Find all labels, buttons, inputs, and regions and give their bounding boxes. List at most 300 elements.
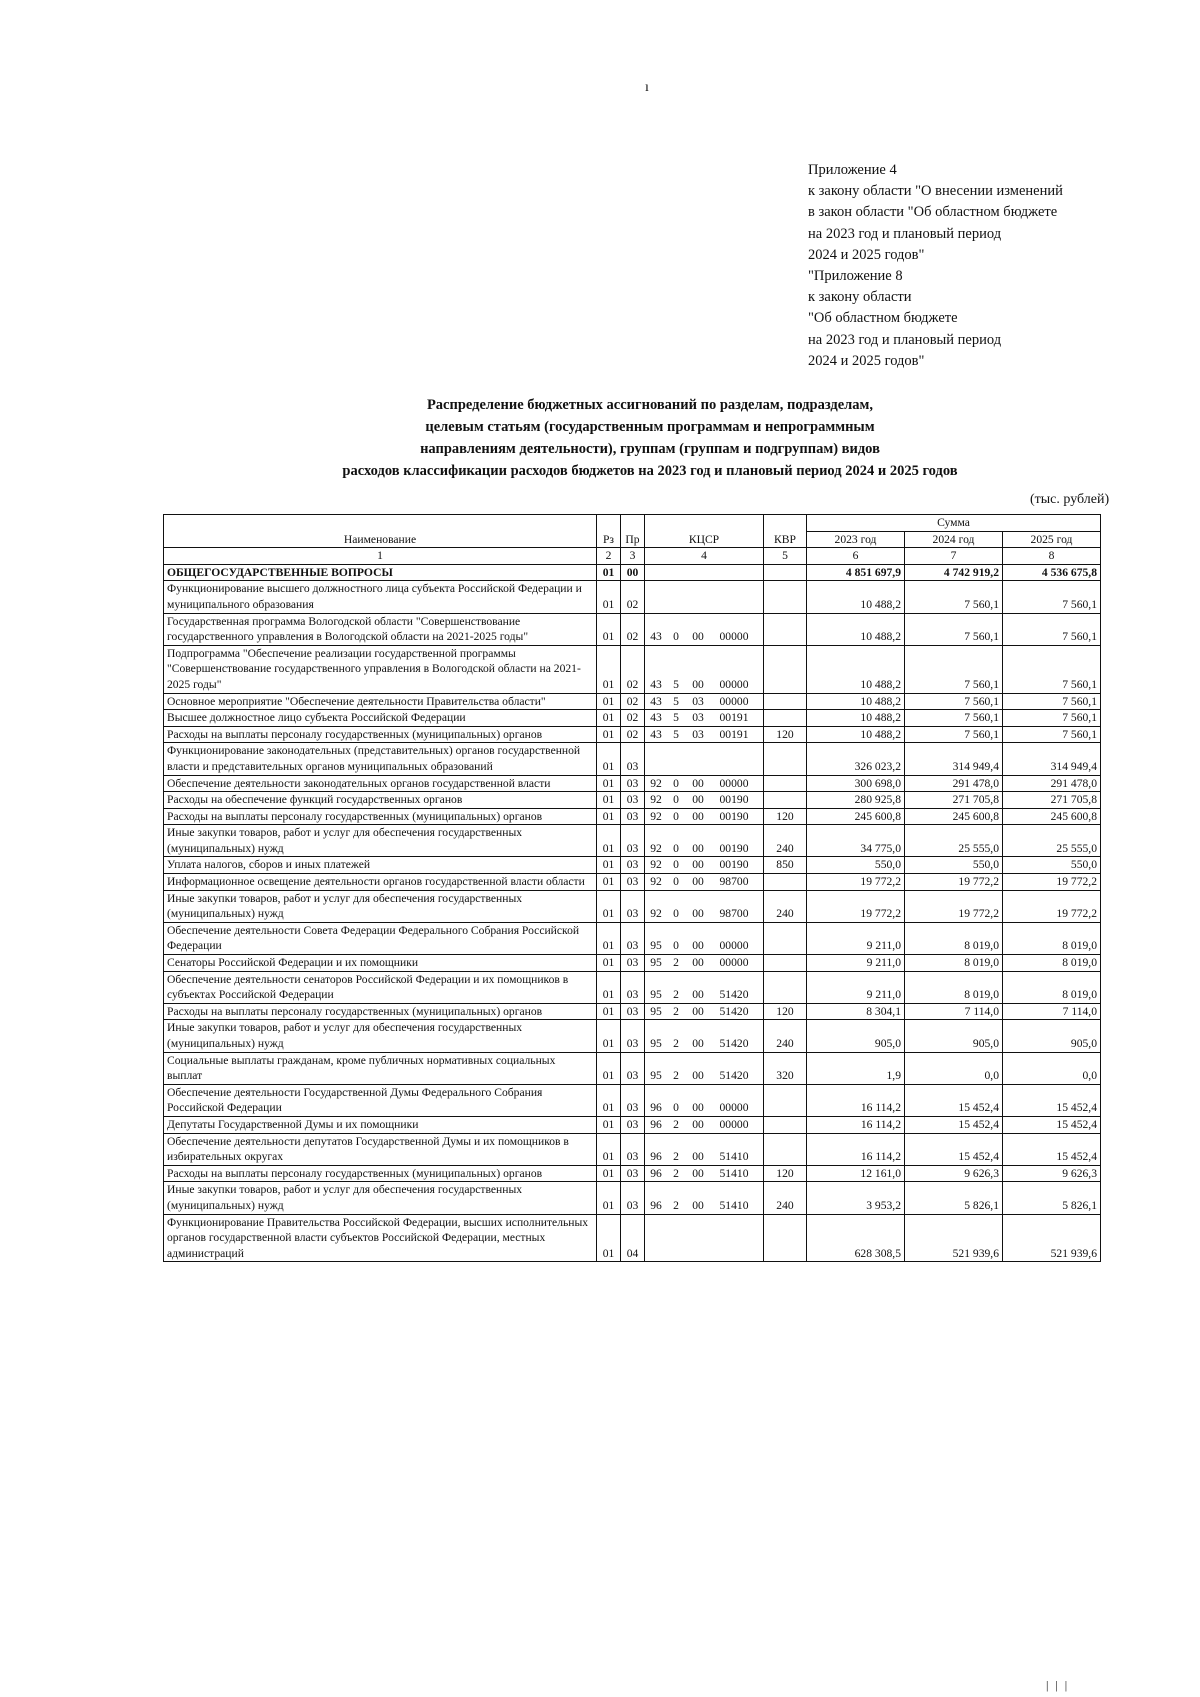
kcsr-part: 00 [692,1166,704,1180]
row-rz-cell: 01 [597,792,621,809]
row-kcsr-cell [645,726,764,743]
kcsr-part: 03 [692,711,704,725]
kcsr-part: 0 [673,776,679,790]
row-sum-2024-cell: 25 555,0 [905,825,1003,857]
row-pr-cell: 03 [621,874,645,891]
row-pr-cell: 02 [621,581,645,613]
row-sum-2024-cell: 314 949,4 [905,743,1003,775]
row-sum-2023-cell: 9 211,0 [807,955,905,972]
kcsr-part: 00000 [719,939,749,953]
row-pr-cell: 03 [621,792,645,809]
row-sum-2024-cell: 8 019,0 [905,971,1003,1003]
row-kcsr-cell [645,1165,764,1182]
kcsr-part: 51420 [719,1037,749,1050]
kcsr-part: 96 [650,1101,662,1115]
kcsr-part: 00 [692,841,704,855]
row-pr-cell: 02 [621,645,645,693]
row-sum-2025-cell: 521 939,6 [1003,1214,1101,1262]
row-sum-2025-cell: 15 452,4 [1003,1133,1101,1165]
row-kcsr-cell [645,1003,764,1020]
row-kvr-cell [764,792,807,809]
row-name-cell: Расходы на выплаты персоналу государственных (муниципальных) органов [164,1003,597,1020]
row-kvr-cell: 240 [764,1020,807,1052]
kcsr-part: 5 [673,694,679,708]
row-kvr-cell: 240 [764,1182,807,1214]
row-kvr-cell: 120 [764,1165,807,1182]
row-kvr-cell: 850 [764,857,807,874]
row-name-cell: Информационное освещение деятельности органов государственной власти области [164,874,597,891]
table-row [164,1116,1101,1133]
table-row [164,1214,1101,1262]
table-row [164,710,1101,727]
row-kvr-cell [764,564,807,581]
table-row [164,613,1101,645]
header-name: Наименование [164,515,597,548]
kcsr-part: 00000 [719,1117,749,1131]
kcsr-part: 00190 [719,858,749,872]
row-sum-2025-cell: 245 600,8 [1003,808,1101,825]
row-sum-2024-cell: 521 939,6 [905,1214,1003,1262]
kcsr-code [645,1198,763,1214]
kcsr-part: 96 [650,1117,662,1131]
index-cell: 6 [807,548,905,565]
kcsr-code [645,710,763,726]
row-sum-2024-cell: 19 772,2 [905,890,1003,922]
row-kcsr-cell [645,971,764,1003]
kcsr-part: 98700 [719,875,749,889]
kcsr-part: 92 [650,793,662,807]
row-name-cell: Функционирование Правительства Российской Федерации, высших исполнительных органов государственной власти субъектов Российской Федерации, местных администраций [164,1214,597,1262]
row-sum-2023-cell: 245 600,8 [807,808,905,825]
row-sum-2023-cell: 300 698,0 [807,775,905,792]
row-kcsr-cell [645,857,764,874]
title-line: Распределение бюджетных ассигнований по разделам, подразделам, [426,397,874,413]
row-pr-cell: 03 [621,1165,645,1182]
row-kcsr-cell [645,922,764,954]
row-kvr-cell [764,775,807,792]
kcsr-part: 51420 [719,988,749,1002]
kcsr-part: 03 [692,727,704,741]
budget-table [163,514,1101,1262]
kcsr-part: 95 [650,988,662,1002]
kcsr-part: 00191 [719,711,749,725]
row-pr-cell: 02 [621,726,645,743]
row-kcsr-cell [645,743,764,775]
row-sum-2025-cell: 8 019,0 [1003,955,1101,972]
kcsr-code [645,776,763,792]
row-name-cell: Иные закупки товаров, работ и услуг для обеспечения государственных (муниципальных) нужд [164,1182,597,1214]
row-sum-2023-cell: 10 488,2 [807,693,905,710]
row-rz-cell: 01 [597,1020,621,1052]
row-sum-2023-cell: 628 308,5 [807,1214,905,1262]
row-sum-2023-cell: 12 161,0 [807,1165,905,1182]
kcsr-code [645,841,763,857]
kcsr-part: 00190 [719,809,749,823]
row-kcsr-cell [645,1182,764,1214]
row-pr-cell: 03 [621,1182,645,1214]
kcsr-part: 00190 [719,841,749,855]
table-row [164,808,1101,825]
kcsr-part: 51420 [719,1004,749,1018]
table-row [164,874,1101,891]
annex-line: 2024 и 2025 годов" [808,246,925,263]
kcsr-part: 2 [673,988,679,1002]
index-cell: 3 [621,548,645,565]
row-kcsr-cell [645,1133,764,1165]
row-sum-2023-cell: 10 488,2 [807,581,905,613]
header-2024: 2024 год [905,531,1003,548]
row-sum-2025-cell: 5 826,1 [1003,1182,1101,1214]
kcsr-part: 00 [692,1101,704,1115]
annex-block [808,160,1148,372]
kcsr-part: 0 [673,841,679,855]
row-kvr-cell [764,1133,807,1165]
row-sum-2023-cell: 10 488,2 [807,726,905,743]
kcsr-code [645,874,763,890]
kcsr-code [645,1100,763,1116]
kcsr-part: 0 [673,630,679,644]
row-kcsr-cell [645,710,764,727]
row-sum-2025-cell: 25 555,0 [1003,825,1101,857]
row-sum-2024-cell: 7 560,1 [905,645,1003,693]
kcsr-code [645,1166,763,1182]
kcsr-code [645,694,763,710]
row-pr-cell: 03 [621,955,645,972]
kcsr-code [645,677,763,693]
row-kcsr-cell [645,645,764,693]
row-sum-2025-cell: 7 560,1 [1003,726,1101,743]
row-sum-2024-cell: 550,0 [905,857,1003,874]
row-sum-2025-cell: 8 019,0 [1003,971,1101,1003]
kcsr-part: 00 [692,793,704,807]
table-row [164,825,1101,857]
row-pr-cell: 03 [621,1116,645,1133]
row-rz-cell: 01 [597,613,621,645]
row-rz-cell: 01 [597,693,621,710]
row-name-cell: Социальные выплаты гражданам, кроме публичных нормативных социальных выплат [164,1052,597,1084]
row-rz-cell: 01 [597,743,621,775]
kcsr-part: 00 [692,1037,704,1050]
row-sum-2025-cell: 15 452,4 [1003,1116,1101,1133]
row-sum-2024-cell: 8 019,0 [905,922,1003,954]
row-name-cell: Обеспечение деятельности законодательных органов государственной власти [164,775,597,792]
kcsr-part: 00000 [719,677,749,691]
row-sum-2024-cell: 19 772,2 [905,874,1003,891]
annex-line: Приложение 4 [808,162,897,178]
kcsr-part: 00 [692,677,704,691]
kcsr-code [645,987,763,1003]
row-sum-2025-cell: 291 478,0 [1003,775,1101,792]
kcsr-part: 2 [673,1037,679,1050]
row-rz-cell: 01 [597,971,621,1003]
kcsr-code [645,1068,763,1084]
row-pr-cell: 03 [621,808,645,825]
kcsr-code [645,955,763,971]
table-row [164,955,1101,972]
header-kcsr: КЦСР [645,515,764,548]
header-sum: Сумма [807,515,1101,532]
row-rz-cell: 01 [597,581,621,613]
kcsr-part: 00 [692,907,704,921]
row-sum-2023-cell: 34 775,0 [807,825,905,857]
row-kvr-cell [764,710,807,727]
kcsr-part: 92 [650,875,662,889]
kcsr-part: 00000 [719,956,749,970]
row-pr-cell: 00 [621,564,645,581]
row-pr-cell: 03 [621,922,645,954]
row-rz-cell: 01 [597,775,621,792]
row-sum-2025-cell: 15 452,4 [1003,1084,1101,1116]
kcsr-part: 00000 [719,694,749,708]
budget-table-body [164,548,1101,1262]
row-sum-2025-cell: 19 772,2 [1003,890,1101,922]
row-sum-2023-cell: 3 953,2 [807,1182,905,1214]
row-kvr-cell [764,645,807,693]
kcsr-part: 00 [692,1069,704,1083]
kcsr-code [645,1149,763,1165]
kcsr-part: 0 [673,809,679,823]
kcsr-part: 00 [692,939,704,953]
row-pr-cell: 03 [621,1133,645,1165]
kcsr-part: 00 [692,809,704,823]
row-rz-cell: 01 [597,726,621,743]
kcsr-part: 43 [650,694,662,708]
row-name-cell: Функционирование высшего должностного лица субъекта Российской Федерации и муниципального образования [164,581,597,613]
index-cell: 2 [597,548,621,565]
title-line: целевым статьям (государственным программам и непрограммным [425,419,875,435]
row-rz-cell: 01 [597,955,621,972]
header-2025: 2025 год [1003,531,1101,548]
row-sum-2023-cell: 4 851 697,9 [807,564,905,581]
row-pr-cell: 03 [621,1020,645,1052]
kcsr-part: 0 [673,875,679,889]
row-sum-2025-cell: 550,0 [1003,857,1101,874]
row-kvr-cell [764,874,807,891]
kcsr-code [645,1004,763,1020]
kcsr-part: 92 [650,841,662,855]
row-pr-cell: 03 [621,1052,645,1084]
row-kcsr-cell [645,825,764,857]
header-kvr: КВР [764,515,807,548]
annex-line: "Об областном бюджете [808,310,958,327]
row-kcsr-cell [645,564,764,581]
row-sum-2024-cell: 271 705,8 [905,792,1003,809]
kcsr-part: 92 [650,809,662,823]
row-kcsr-cell [645,1214,764,1262]
row-sum-2025-cell: 271 705,8 [1003,792,1101,809]
row-name-cell: Иные закупки товаров, работ и услуг для обеспечения государственных (муниципальных) нужд [164,890,597,922]
table-row [164,1020,1101,1052]
table-row [164,1133,1101,1165]
kcsr-part: 00 [692,630,704,644]
row-kcsr-cell [645,890,764,922]
table-row [164,971,1101,1003]
table-row [164,645,1101,693]
kcsr-part: 5 [673,711,679,725]
row-pr-cell: 03 [621,1003,645,1020]
index-cell: 4 [645,548,764,565]
kcsr-part: 0 [673,1101,679,1115]
kcsr-code [645,1036,763,1052]
kcsr-part: 00000 [719,776,749,790]
kcsr-part: 51410 [719,1166,749,1180]
document-title [150,394,1150,482]
annex-line: на 2023 год и плановый период [808,225,1002,242]
row-sum-2024-cell: 7 560,1 [905,693,1003,710]
kcsr-part: 2 [673,1166,679,1180]
kcsr-part: 95 [650,956,662,970]
table-row [164,1052,1101,1084]
kcsr-part: 00 [692,1198,704,1212]
row-name-cell: Депутаты Государственной Думы и их помощники [164,1116,597,1133]
kcsr-part: 2 [673,1004,679,1018]
row-rz-cell: 01 [597,710,621,727]
kcsr-part: 2 [673,1198,679,1212]
kcsr-part: 0 [673,939,679,953]
row-pr-cell: 03 [621,825,645,857]
kcsr-part: 98700 [719,907,749,921]
kcsr-part: 51420 [719,1069,749,1083]
row-kvr-cell: 120 [764,726,807,743]
row-name-cell: Основное мероприятие "Обеспечение деятельности Правительства области" [164,693,597,710]
row-kvr-cell [764,971,807,1003]
row-rz-cell: 01 [597,1116,621,1133]
row-sum-2023-cell: 550,0 [807,857,905,874]
row-sum-2024-cell: 0,0 [905,1052,1003,1084]
kcsr-part: 00 [692,1004,704,1018]
row-rz-cell: 01 [597,922,621,954]
header-pr: Пр [621,515,645,548]
table-row [164,743,1101,775]
table-row [164,922,1101,954]
row-kcsr-cell [645,775,764,792]
row-kcsr-cell [645,1116,764,1133]
annex-line: к закону области [808,289,912,306]
annex-line: к закону области "О внесении изменений [808,183,1063,200]
row-sum-2023-cell: 905,0 [807,1020,905,1052]
row-kvr-cell [764,743,807,775]
row-kvr-cell [764,955,807,972]
row-kvr-cell [764,1084,807,1116]
units-label: (тыс. рублей) [1030,492,1110,507]
row-rz-cell: 01 [597,857,621,874]
row-name-cell: Обеспечение деятельности Государственной Думы Федерального Собрания Российской Федерации [164,1084,597,1116]
row-name-cell: Сенаторы Российской Федерации и их помощники [164,955,597,972]
kcsr-part: 96 [650,1150,662,1164]
row-pr-cell: 03 [621,857,645,874]
row-kcsr-cell [645,1020,764,1052]
header-rz: Рз [597,515,621,548]
row-rz-cell: 01 [597,1084,621,1116]
row-rz-cell: 01 [597,1133,621,1165]
kcsr-code [645,906,763,922]
kcsr-part: 51410 [719,1198,749,1212]
row-sum-2023-cell: 10 488,2 [807,613,905,645]
kcsr-part: 00 [692,858,704,872]
row-name-cell: Иные закупки товаров, работ и услуг для обеспечения государственных (муниципальных) нужд [164,825,597,857]
kcsr-part: 2 [673,1150,679,1164]
kcsr-part: 0 [673,907,679,921]
annex-line: на 2023 год и плановый период [808,331,1002,348]
row-sum-2023-cell: 19 772,2 [807,890,905,922]
row-kvr-cell: 120 [764,1003,807,1020]
title-line: направлениям деятельности), группам (группам и подгруппам) видов [420,441,880,457]
row-pr-cell: 03 [621,1084,645,1116]
row-sum-2025-cell: 7 560,1 [1003,645,1101,693]
kcsr-code [645,809,763,825]
annex-line: "Приложение 8 [808,268,903,285]
row-rz-cell: 01 [597,1003,621,1020]
table-row [164,693,1101,710]
row-kvr-cell: 240 [764,890,807,922]
kcsr-part: 2 [673,1069,679,1083]
row-kcsr-cell [645,874,764,891]
table-row [164,890,1101,922]
row-pr-cell: 03 [621,775,645,792]
kcsr-part: 00 [692,875,704,889]
row-name-cell: Функционирование законодательных (представительных) органов государственной власти и представительных органов муниципальных образований [164,743,597,775]
column-index-row [164,548,1101,565]
annex-line: в закон области "Об областном бюджете [808,204,1058,221]
row-sum-2024-cell: 7 560,1 [905,710,1003,727]
kcsr-part: 00190 [719,793,749,807]
index-cell: 7 [905,548,1003,565]
index-cell: 5 [764,548,807,565]
row-sum-2024-cell: 8 019,0 [905,955,1003,972]
row-name-cell: Обеспечение деятельности сенаторов Российской Федерации и их помощников в субъектах Российской Федерации [164,971,597,1003]
row-sum-2023-cell: 16 114,2 [807,1084,905,1116]
kcsr-part: 00000 [719,1101,749,1115]
kcsr-part: 95 [650,939,662,953]
row-sum-2023-cell: 10 488,2 [807,645,905,693]
table-row [164,792,1101,809]
kcsr-part: 00000 [719,630,749,644]
row-sum-2025-cell: 7 560,1 [1003,710,1101,727]
row-pr-cell: 03 [621,743,645,775]
row-name-cell: Подпрограмма "Обеспечение реализации государственной программы "Совершенствование государственного управления в Вологодской области на 2021-2025 годы" [164,645,597,693]
row-kvr-cell [764,693,807,710]
kcsr-part: 00191 [719,727,749,741]
table-row [164,1165,1101,1182]
row-rz-cell: 01 [597,1214,621,1262]
row-name-cell: Обеспечение деятельности Совета Федерации Федерального Собрания Российской Федерации [164,922,597,954]
table-row [164,1084,1101,1116]
row-kcsr-cell [645,808,764,825]
row-sum-2024-cell: 15 452,4 [905,1116,1003,1133]
row-name-cell: Расходы на выплаты персоналу государственных (муниципальных) органов [164,808,597,825]
row-sum-2023-cell: 19 772,2 [807,874,905,891]
row-name-cell: Иные закупки товаров, работ и услуг для обеспечения государственных (муниципальных) нужд [164,1020,597,1052]
row-sum-2025-cell: 19 772,2 [1003,874,1101,891]
kcsr-part: 2 [673,1117,679,1131]
row-sum-2025-cell: 905,0 [1003,1020,1101,1052]
row-sum-2023-cell: 10 488,2 [807,710,905,727]
kcsr-part: 92 [650,776,662,790]
row-pr-cell: 02 [621,613,645,645]
row-pr-cell: 03 [621,971,645,1003]
row-rz-cell: 01 [597,564,621,581]
row-sum-2025-cell: 8 019,0 [1003,922,1101,954]
kcsr-part: 95 [650,1069,662,1083]
kcsr-part: 96 [650,1198,662,1212]
row-sum-2024-cell: 905,0 [905,1020,1003,1052]
kcsr-part: 03 [692,694,704,708]
index-cell: 8 [1003,548,1101,565]
row-sum-2023-cell: 16 114,2 [807,1116,905,1133]
row-name-cell: Расходы на выплаты персоналу государственных (муниципальных) органов [164,726,597,743]
row-sum-2024-cell: 7 114,0 [905,1003,1003,1020]
kcsr-part: 51410 [719,1150,749,1164]
